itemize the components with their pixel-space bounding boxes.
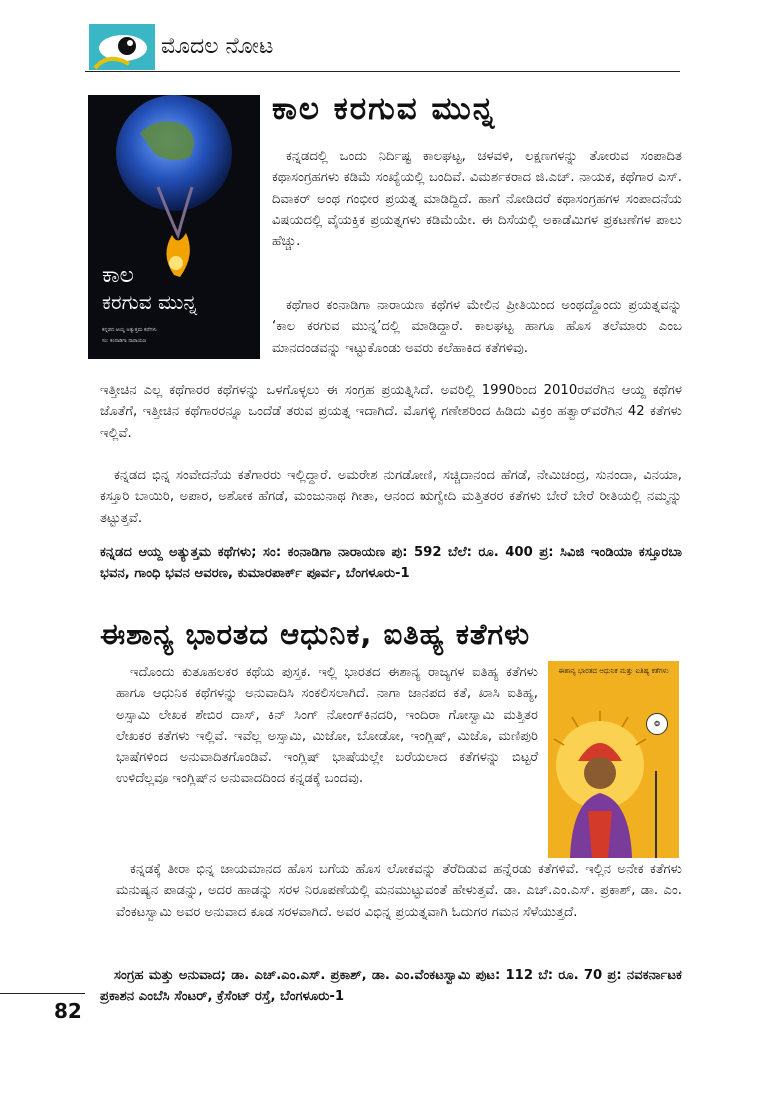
book1-paragraph: ಕಥೆಗಾರ ಕಂನಾಡಿಗಾ ನಾರಾಯಣ ಕಥೆಗಳ ಮೇಲಿನ ಪ್ರೀತಿಯಿಂದ ಅಂಥದ್ದೊಂದು ಪ್ರಯತ್ನವನ್ನು ‘ಕಾಲ ಕರಗುವ ಮುನ್ನ’ದಲ್ಲಿ ಮಾಡಿದ್ದಾರೆ. ಕಾಲಘಟ್ಟ ಹಾಗೂ ಹೊಸ ತಲೆಮಾರು ಎಂಬ ಮಾನದಂಡವನ್ನು ಇಟ್ಟುಕೊಂಡು ಅವರು ಕಲೆಹಾಕಿದ ಕತೆಗಳಿವು. bbox=[272, 298, 682, 356]
book1-title: ಕಾಲ ಕರಗುವ ಮುನ್ನ bbox=[272, 91, 497, 127]
book-cover-kala-karaguva-munna bbox=[88, 95, 260, 359]
cover-title-line2: ಕರಗುವ ಮುನ್ನ bbox=[102, 290, 198, 314]
page-number: 82 bbox=[54, 999, 82, 1023]
publisher-badge-icon: ❂ bbox=[646, 713, 668, 735]
book1-paragraph: ಇತ್ತೀಚಿನ ಎಲ್ಲ ಕಥೆಗಾರರ ಕಥೆಗಳನ್ನು ಒಳಗೊಳ್ಳಲು ಈ ಸಂಗ್ರಹ ಪ್ರಯತ್ನಿಸಿದೆ. ಅವರಿಲ್ಲಿ 1990ರಿಂದ 2010ರವರೆಗಿನ ಆಯ್ದ ಕಥೆಗಳ ಜೊತೆಗೆ, ಇತ್ತೀಚಿನ ಕಥೆಗಾರರನ್ನೂ ಒಂದೆಡೆ ತರುವ ಪ್ರಯತ್ನ ಇದಾಗಿದೆ. ಮೊಗಳ್ಳಿ ಗಣೇಶರಿಂದ ಹಿಡಿದು ವಿಕ್ರಂ ಹತ್ವಾರ್‌ವರೆಗಿನ 42 ಕತೆಗಳು ಇಲ್ಲಿವೆ. bbox=[100, 383, 682, 441]
page-header bbox=[85, 22, 680, 74]
footer-rule bbox=[0, 993, 85, 994]
warrior-illustration bbox=[548, 661, 679, 858]
book1-paragraph: ಕನ್ನಡದಲ್ಲಿ ಒಂದು ನಿರ್ದಿಷ್ಟ ಕಾಲಘಟ್ಟ, ಚಳವಳಿ, ಲಕ್ಷಣಗಳನ್ನು ತೋರುವ ಸಂಪಾದಿತ ಕಥಾಸಂಗ್ರಹಗಳು ಕಡಿಮೆ ಸಂಖ್ಯೆಯಲ್ಲಿ ಬಂದಿವೆ. ವಿಮರ್ಶಕರಾದ ಜಿ.ಎಚ್. ನಾಯಕ, ಕಥೆಗಾರ ಎಸ್. ದಿವಾಕರ್ ಅಂಥ ಗಂಭೀರ ಪ್ರಯತ್ನ ಮಾಡಿದ್ದಿದೆ. ಹಾಗೆ ನೋಡಿದರೆ ಕಥಾಸಂಗ್ರಹಗಳ ಸಂಪಾದನೆಯ ವಿಷಯದಲ್ಲಿ ವೈಯಕ್ತಿಕ ಪ್ರಯತ್ನಗಳು ಕಡಿಮೆಯೇ. ಈ ದಿಸೆಯಲ್ಲಿ ಅಕಾಡೆಮಿಗಳ ಪ್ರಕಟಣೆಗಳ ಪಾಲು ಹೆಚ್ಚು. bbox=[272, 149, 682, 250]
header-rule bbox=[85, 71, 680, 72]
globe-flame-illustration bbox=[88, 95, 260, 359]
cover-editor: ಸಂ: ಕಂನಾಡಿಗಾ ನಾರಾಯಣ bbox=[102, 338, 147, 344]
book1-paragraph: ಕನ್ನಡದ ಭಿನ್ನ ಸಂವೇದನೆಯ ಕತೆಗಾರರು ಇಲ್ಲಿದ್ದಾರೆ. ಅಮರೇಶ ನುಗಡೋಣಿ, ಸಚ್ಚಿದಾನಂದ ಹೆಗಡೆ, ನೇಮಿಚಂದ್ರ, ಸುನಂದಾ, ವಿನಯಾ, ಕಸ್ತೂರಿ ಬಾಯಿರಿ, ಅಪಾರ, ಅಶೋಕ ಹೆಗಡೆ, ಮಂಜುನಾಥ ಗೀತಾ, ಆನಂದ ಋಗ್ವೇದಿ ಮತ್ತಿತರರ ಕತೆಗಳು ಬೇರೆ ಬೇರೆ ರೀತಿಯಲ್ಲಿ ನಮ್ಮನ್ನು ತಟ್ಟುತ್ತವೆ. bbox=[100, 468, 682, 526]
book1-publication-details: ಕನ್ನಡದ ಆಯ್ದ ಅತ್ಯುತ್ತಮ ಕಥೆಗಳು; ಸಂ: ಕಂನಾಡಿಗಾ ನಾರಾಯಣ ಪು: 592 ಬೆಲೆ: ರೂ. 400 ಪ್ರ: ಸಿವಿಜಿ ಇಂಡಿಯಾ ಕಸ್ತೂರಬಾ ಭವನ, ಗಾಂಧಿ ಭವನ ಆವರಣ, ಕುಮಾರಪಾರ್ಕ್ ಪೂರ್ವ, ಬೆಂಗಳೂರು-1 bbox=[100, 545, 682, 582]
book2-paragraph: ಇದೊಂದು ಕುತೂಹಲಕರ ಕಥೆಯ ಪುಸ್ತಕ. ಇಲ್ಲಿ ಭಾರತದ ಈಶಾನ್ಯ ರಾಜ್ಯಗಳ ಐತಿಹ್ಯ ಕತೆಗಳು ಹಾಗೂ ಆಧುನಿಕ ಕಥೆಗಳನ್ನು ಅನುವಾದಿಸಿ ಸಂಕಲಿಸಲಾಗಿದೆ. ನಾಗಾ ಜಾನಪದ ಕತೆ, ಖಾಸಿ ಐತಿಹ್ಯ, ಅಸ್ಸಾಮಿ ಲೇಖಕ ಶೇಬಿರ ದಾಸ್, ಕಿನ್ ಸಿಂಗ್ ನೋಂಗ್‌ಕಿನದರಿ, ಇಂದಿರಾ ಗೋಸ್ವಾಮಿ ಮತ್ತಿತರ ಲೇಖಕರ ಕತೆಗಳು ಇಲ್ಲಿವೆ. ಇವೆಲ್ಲ ಅಸ್ಸಾಮಿ, ಮಿಜೋ, ಬೋಡೋ, ಇಂಗ್ಲಿಷ್, ಮಿಜೊ, ಮಣಿಪುರಿ ಭಾಷೆಗಳಿಂದ ಅನುವಾದಿತಗೊಂಡಿವೆ. ಇಂಗ್ಲಿಷ್ ಭಾಷೆಯಲ್ಲೇ ಬರೆಯಲಾದ ಕತೆಗಳನ್ನು ಬಿಟ್ಟರೆ ಉಳಿದೆಲ್ಲವೂ ಇಂಗ್ಲಿಷ್‌ನ ಅನುವಾದದಿಂದ ಕನ್ನಡಕ್ಕೆ ಬಂದವು. bbox=[116, 665, 538, 787]
book-cover-eeshanya bbox=[548, 661, 679, 858]
cover2-title: ಈಶಾನ್ಯ ಭಾರತದ ಆಧುನಿಕ ಮತ್ತು ಐತಿಹ್ಯ ಕತೆಗಳು bbox=[558, 667, 669, 675]
book2-publication-details: ಸಂಗ್ರಹ ಮತ್ತು ಅನುವಾದ; ಡಾ. ಎಚ್.ಎಂ.ಎಸ್. ಪ್ರಕಾಶ್, ಡಾ. ಎಂ.ವೆಂಕಟಸ್ವಾಮಿ ಪುಟ: 112 ಬೆ: ರೂ. 70 ಪ್ರ: ನವಕರ್ನಾಟಕ ಪ್ರಕಾಶನ ಎಂಬೆಸಿ ಸೆಂಟರ್, ಕ್ರೆಸೆಂಟ್ ರಸ್ತೆ, ಬೆಂಗಳೂರು-1 bbox=[100, 968, 682, 1005]
cover-title-line1: ಕಾಲ bbox=[102, 263, 134, 288]
eye-logo-icon bbox=[89, 24, 155, 70]
book2-paragraph: ಕನ್ನಡಕ್ಕೆ ತೀರಾ ಭಿನ್ನ ಜಾಯಮಾನದ ಹೊಸ ಬಗೆಯ ಹೊಸ ಲೋಕವನ್ನು ತೆರೆದಿಡುವ ಹನ್ನೆರಡು ಕತೆಗಳಿವೆ. ಇಲ್ಲಿನ ಅನೇಕ ಕತೆಗಳು ಮನುಷ್ಯನ ಪಾಡನ್ನು, ಅದರ ಹಾಡನ್ನು ಸರಳ ನಿರೂಪಣೆಯಲ್ಲಿ ಮನಮುಟ್ಟುವಂತೆ ಹೇಳುತ್ತವೆ. ಡಾ. ಎಚ್.ಎಂ.ಎಸ್. ಪ್ರಕಾಶ್, ಡಾ. ಎಂ. ವೆಂಕಟಸ್ವಾಮಿ ಅವರ ಅನುವಾದ ಕೂಡ ಸರಳವಾಗಿದೆ. ಅವರ ವಿಭಿನ್ನ ಪ್ರಯತ್ನವಾಗಿ ಓದುಗರ ಗಮನ ಸೆಳೆಯುತ್ತದೆ. bbox=[116, 862, 682, 920]
cover-subtitle: ಕನ್ನಡದ ಆಯ್ದ ಅತ್ಯುತ್ತಮ ಕಥೆಗಳು bbox=[102, 327, 157, 333]
section-name: ಮೊದಲ ನೋಟ bbox=[161, 34, 274, 59]
book2-title: ಈಶಾನ್ಯ ಭಾರತದ ಆಧುನಿಕ, ಐತಿಹ್ಯ ಕತೆಗಳು bbox=[100, 617, 531, 651]
